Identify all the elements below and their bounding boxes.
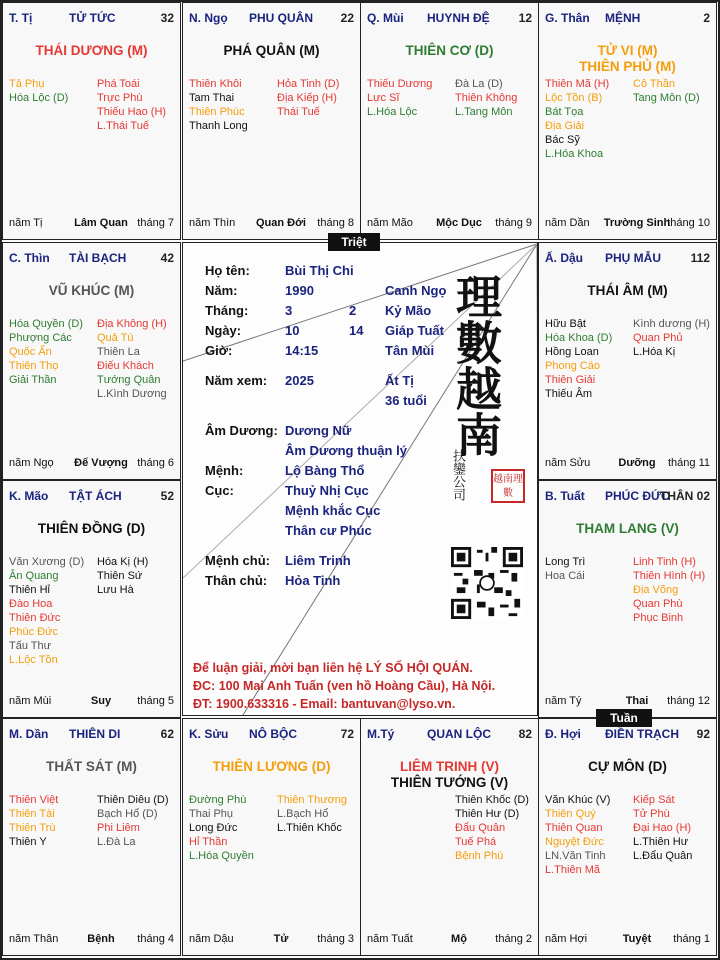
tuan-tag: Tuần xyxy=(596,709,652,727)
palace-footer xyxy=(183,217,360,231)
minor-star: Thiếu Hao (H) xyxy=(97,106,167,118)
palace-branch: G. Thân xyxy=(545,11,590,25)
minor-star: Bạch Hổ (D) xyxy=(97,808,158,820)
palace-month: tháng 12 xyxy=(667,695,710,707)
minor-star: Điếu Khách xyxy=(97,360,154,372)
palace-number: 32 xyxy=(160,11,174,25)
amduong-label: Âm Dương: xyxy=(205,423,278,438)
minor-star: Thiên Diêu (D) xyxy=(97,794,169,806)
palace-cycle: Quan Đới xyxy=(256,217,306,229)
palace-month: tháng 2 xyxy=(495,933,532,945)
palace-month: tháng 1 xyxy=(673,933,710,945)
palace-9[interactable] xyxy=(2,718,181,956)
palace-year: năm Mão xyxy=(367,217,413,229)
palace-10[interactable] xyxy=(2,480,181,718)
palace-footer xyxy=(3,457,180,471)
main-star: TỬ VI (M) xyxy=(597,43,658,58)
minor-star: L.Hóa Khoa xyxy=(545,148,604,160)
menhchu-value: Liêm Trinh xyxy=(285,553,351,568)
minor-star: Đường Phù xyxy=(189,794,247,806)
palace-header xyxy=(183,727,360,743)
palace-month: tháng 8 xyxy=(317,217,354,229)
contact-line-2: ĐC: 100 Mai Anh Tuấn (ven hồ Hoàng Cầu), Hà Nội. xyxy=(193,679,496,693)
minor-star: Văn Xương (D) xyxy=(9,556,85,568)
minor-star: Tấu Thư xyxy=(9,640,52,652)
main-star: PHÁ QUÂN (M) xyxy=(223,43,320,58)
minor-stars-right xyxy=(633,793,692,863)
center-info-panel xyxy=(182,242,538,716)
day-label: Ngày: xyxy=(205,323,242,338)
minor-star: Thiên La xyxy=(97,346,140,358)
minor-stars-left xyxy=(189,77,248,133)
minor-star: Thiên Tài xyxy=(9,808,55,820)
palace-header xyxy=(3,727,180,743)
palace-branch: T. Tị xyxy=(9,11,33,25)
palace-header xyxy=(361,727,538,743)
palace-footer xyxy=(361,217,538,231)
palace-footer xyxy=(3,933,180,947)
main-star: THIÊN CƠ (D) xyxy=(405,43,494,58)
minor-star: L.Tang Môn xyxy=(455,106,513,118)
menh-label: Mệnh: xyxy=(205,463,244,478)
palace-cycle: Tử xyxy=(273,933,289,945)
minor-star: Tử Phù xyxy=(633,808,670,820)
minor-star: Quan Phù xyxy=(633,598,683,610)
minor-star: Địa Kiếp (H) xyxy=(277,92,337,104)
minor-star: Thiên Mã (H) xyxy=(545,78,610,90)
amduong-value: Dương Nữ xyxy=(285,423,352,438)
palace-month: tháng 9 xyxy=(495,217,532,229)
month-label: Tháng: xyxy=(205,303,249,318)
palace-year: năm Thân xyxy=(9,933,59,945)
year-lunar: Canh Ngọ xyxy=(385,283,447,298)
minor-star: Hỉ Thần xyxy=(189,836,228,848)
minor-star: Thiên Hỉ xyxy=(9,584,50,596)
palace-cycle: Thai xyxy=(625,695,649,707)
minor-stars-right xyxy=(97,793,169,849)
palace-number: 2 xyxy=(703,11,710,25)
minor-star: Địa Không (H) xyxy=(97,318,167,330)
palace-number: THÂN 02 xyxy=(659,489,710,503)
minor-star: Bát Tọa xyxy=(545,106,584,118)
minor-star: Thiên Hư (D) xyxy=(455,808,520,820)
hour-lunar: Tân Mùi xyxy=(385,343,435,358)
minor-star: L.Thiên Khốc xyxy=(277,822,342,834)
qr-code[interactable] xyxy=(451,547,523,619)
palace-number: 112 xyxy=(690,251,710,265)
palace-branch: B. Tuất xyxy=(545,489,585,503)
palace-header xyxy=(539,489,716,505)
minor-star: Kiếp Sát xyxy=(633,794,675,806)
minor-star: L.Đà La xyxy=(97,836,136,848)
palace-number: 12 xyxy=(518,11,532,25)
minor-star: Hóa Kị (H) xyxy=(97,556,149,568)
palace-cycle: Mộc Dục xyxy=(436,217,482,229)
minor-star: Phúc Đức xyxy=(9,626,58,638)
palace-year: năm Sửu xyxy=(545,457,591,469)
main-star: THIÊN PHỦ (M) xyxy=(579,59,676,74)
palace-6[interactable] xyxy=(538,718,717,956)
main-star: THIÊN ĐỒNG (D) xyxy=(37,521,146,536)
minor-stars-right xyxy=(97,77,166,133)
palace-year: năm Thìn xyxy=(189,217,236,229)
palace-number: 62 xyxy=(160,727,174,741)
minor-stars-right xyxy=(277,793,347,835)
minor-star: Hóa Lộc (D) xyxy=(9,92,69,104)
thanchu-label: Thân chủ: xyxy=(205,573,268,588)
palace-year: năm Tuất xyxy=(367,933,413,945)
thanchu-value: Hỏa Tinh xyxy=(285,573,341,588)
minor-star: Phượng Các xyxy=(9,332,72,344)
minor-star: Quan Phủ xyxy=(633,332,683,344)
palace-footer xyxy=(361,933,538,947)
minor-stars-right xyxy=(455,793,529,863)
view-year: 2025 xyxy=(285,373,314,388)
palace-house: TẬT ÁCH xyxy=(69,489,122,503)
contact-line-1: Để luận giải, mời bạn liên hệ LÝ SỐ HỘI QUÁN. xyxy=(193,661,473,675)
day-lunar: Giáp Tuất xyxy=(385,323,444,338)
minor-star: Thanh Long xyxy=(189,120,248,132)
minor-star: Trực Phù xyxy=(97,92,143,104)
palace-house: THIÊN DI xyxy=(69,727,121,741)
palace-cycle: Dưỡng xyxy=(618,457,656,469)
palace-month: tháng 3 xyxy=(317,933,354,945)
minor-star: Thiên Đức xyxy=(9,612,61,624)
palace-year: năm Tý xyxy=(545,695,582,707)
palace-house: MỆNH xyxy=(605,11,641,25)
red-seal-stamp: 越南理數 xyxy=(491,469,525,503)
minor-star: Hỏa Tinh (D) xyxy=(277,78,340,90)
palace-month: tháng 10 xyxy=(667,217,710,229)
palace-number: 82 xyxy=(518,727,532,741)
palace-month: tháng 5 xyxy=(137,695,174,707)
palace-branch: M. Dần xyxy=(9,727,49,741)
minor-star: Long Trì xyxy=(545,556,586,568)
minor-stars-left xyxy=(545,793,610,877)
minor-star: Tướng Quân xyxy=(97,374,161,386)
palace-house: PHÚC ĐỨC xyxy=(605,489,670,503)
palace-number: 92 xyxy=(696,727,710,741)
minor-star: Thiên Phúc xyxy=(189,106,245,118)
palace-house: TÀI BẠCH xyxy=(69,251,127,265)
minor-stars-left xyxy=(545,77,609,161)
calligraphy-logo: 理數越南 xyxy=(449,273,503,457)
day-solar: 10 xyxy=(285,323,300,338)
palace-8[interactable] xyxy=(182,718,361,956)
hour-value: 14:15 xyxy=(285,343,319,358)
month-solar: 3 xyxy=(285,303,293,318)
minor-stars-left xyxy=(545,555,585,583)
minor-stars-right xyxy=(97,317,167,401)
minor-stars-right xyxy=(633,317,710,359)
minor-stars-left xyxy=(545,317,612,401)
minor-stars-left xyxy=(9,77,68,105)
minor-star: Thiếu Âm xyxy=(545,388,593,400)
minor-star: Linh Tinh (H) xyxy=(633,556,696,568)
palace-1[interactable] xyxy=(182,2,361,240)
cuc-label: Cục: xyxy=(205,483,234,498)
name-value: Bùi Thị Chi xyxy=(285,263,354,278)
minor-star: L.Kình Dương xyxy=(97,388,167,400)
palace-header xyxy=(3,489,180,505)
minor-star: Thiên Khốc (D) xyxy=(455,794,529,806)
main-star: THIÊN LƯƠNG (D) xyxy=(212,759,331,774)
minor-star: Tam Thai xyxy=(189,92,235,104)
minor-star: Phá Toái xyxy=(97,78,140,90)
palace-footer xyxy=(539,933,716,947)
palace-month: tháng 4 xyxy=(137,933,174,945)
palace-2[interactable] xyxy=(360,2,539,240)
palace-year: năm Tị xyxy=(9,217,43,229)
minor-stars-left xyxy=(9,793,58,849)
main-star: THIÊN TƯỚNG (V) xyxy=(390,775,509,790)
palace-house: TỬ TỨC xyxy=(69,11,116,25)
palace-header xyxy=(3,251,180,267)
palace-branch: M.Tý xyxy=(367,727,395,741)
minor-star: Đào Hoa xyxy=(9,598,53,610)
minor-star: L.Thiên Mã xyxy=(545,864,601,876)
minor-star: Tang Môn (D) xyxy=(633,92,700,104)
minor-star: Quốc Ấn xyxy=(9,346,52,358)
palace-branch: C. Thìn xyxy=(9,251,50,265)
minor-star: Bác Sỹ xyxy=(545,134,580,146)
palace-branch: N. Ngọ xyxy=(189,11,228,25)
palace-7[interactable] xyxy=(360,718,539,956)
view-year-lunar: Ất Tị xyxy=(385,373,414,388)
minor-star: Hoa Cái xyxy=(545,570,585,582)
main-star: LIÊM TRINH (V) xyxy=(400,759,499,774)
palace-header xyxy=(539,251,716,267)
main-star: VŨ KHÚC (M) xyxy=(48,283,135,298)
minor-star: Địa Giải xyxy=(545,120,585,132)
palace-year: năm Dậu xyxy=(189,933,234,945)
view-year-label: Năm xem: xyxy=(205,373,268,388)
cuc-relation: Mệnh khắc Cục xyxy=(285,503,381,518)
palace-header xyxy=(361,11,538,27)
palace-cycle: Trường Sinh xyxy=(603,217,671,229)
palace-month: tháng 6 xyxy=(137,457,174,469)
minor-star: L.Hóa Lộc xyxy=(367,106,418,118)
minor-star: Tuế Phá xyxy=(455,836,497,848)
minor-stars-left xyxy=(189,793,254,863)
minor-star: Thiên Không xyxy=(455,92,518,104)
name-label: Họ tên: xyxy=(205,263,250,278)
palace-header xyxy=(183,11,360,27)
palace-cycle: Tuyệt xyxy=(622,933,652,945)
palace-footer xyxy=(539,457,716,471)
minor-stars-right xyxy=(277,77,339,119)
minor-star: L.Hóa Kị xyxy=(633,346,676,358)
minor-star: Ân Quang xyxy=(9,570,59,582)
minor-star: Thiên Thương xyxy=(277,794,348,806)
minor-stars-right xyxy=(455,77,517,119)
company-vertical-text: 扶鑾公司 xyxy=(450,449,465,501)
minor-star: Cô Thần xyxy=(633,78,675,90)
year-solar: 1990 xyxy=(285,283,314,298)
palace-branch: Ấ. Dậu xyxy=(545,251,584,265)
minor-star: Thiên Y xyxy=(9,836,47,848)
minor-star: Thiên Khôi xyxy=(189,78,242,90)
minor-star: Hóa Quyền (D) xyxy=(9,318,83,330)
minor-star: Thiếu Dương xyxy=(367,78,433,90)
palace-house: PHU QUÂN xyxy=(249,11,314,25)
minor-star: Lưu Hà xyxy=(97,584,134,596)
palace-header xyxy=(539,727,716,743)
palace-cycle: Suy xyxy=(90,695,112,707)
hour-label: Giờ: xyxy=(205,343,233,358)
amduong-relation: Âm Dương thuận lý xyxy=(285,443,407,458)
minor-star: L.Thiên Hư xyxy=(633,836,689,848)
cuc-value: Thuỷ Nhị Cục xyxy=(285,483,369,498)
palace-cycle: Lâm Quan xyxy=(74,217,128,229)
minor-star: L.Hóa Quyền xyxy=(189,850,254,862)
minor-star: Đại Hao (H) xyxy=(633,822,692,834)
than-cu: Thân cư Phúc xyxy=(285,523,372,538)
palace-month: tháng 7 xyxy=(137,217,174,229)
triet-tag: Triệt xyxy=(328,233,380,251)
minor-star: Văn Khúc (V) xyxy=(545,794,611,806)
minor-star: Thiên Việt xyxy=(9,794,59,806)
contact-line-3: ĐT: 1900.633316 - Email: bantuvan@lyso.vn. xyxy=(193,697,456,711)
minor-star: Thai Phụ xyxy=(189,808,234,820)
palace-branch: K. Mão xyxy=(9,489,49,503)
menh-value: Lộ Bàng Thổ xyxy=(285,463,365,478)
palace-year: năm Hợi xyxy=(545,933,588,945)
palace-house: ĐIỀN TRẠCH xyxy=(605,727,679,741)
minor-star: Thiên Quan xyxy=(545,822,603,834)
palace-cycle: Mộ xyxy=(451,933,467,945)
minor-star: Lực Sĩ xyxy=(367,92,400,104)
palace-month: tháng 11 xyxy=(667,457,710,469)
minor-star: L.Thái Tuế xyxy=(97,120,149,132)
minor-star: Quả Tú xyxy=(97,332,134,344)
palace-year: năm Mùi xyxy=(9,695,52,707)
palace-5[interactable] xyxy=(538,480,717,718)
palace-footer xyxy=(539,695,716,709)
minor-star: Tả Phụ xyxy=(9,78,45,90)
minor-star: Thiên Trù xyxy=(9,822,56,834)
palace-header xyxy=(539,11,716,27)
palace-year: năm Dần xyxy=(545,217,590,229)
minor-star: Long Đức xyxy=(189,822,238,834)
minor-star: Hóa Khoa (D) xyxy=(545,332,613,344)
minor-star: Phục Binh xyxy=(633,612,684,624)
minor-star: Lộc Tồn (B) xyxy=(545,92,603,104)
palace-3[interactable] xyxy=(538,2,717,240)
minor-star: Hồng Loan xyxy=(545,346,599,358)
minor-star: Địa Võng xyxy=(633,584,679,596)
minor-star: Đẩu Quân xyxy=(455,822,506,834)
palace-branch: Q. Mùi xyxy=(367,11,404,25)
palace-footer xyxy=(183,933,360,947)
menhchu-label: Mệnh chủ: xyxy=(205,553,270,568)
minor-star: L.Lộc Tồn xyxy=(9,654,58,666)
main-star: THẤT SÁT (M) xyxy=(46,759,137,774)
minor-star: Phong Cáo xyxy=(545,360,601,372)
minor-star: L.Bạch Hổ xyxy=(277,808,329,820)
palace-footer xyxy=(539,217,716,231)
year-label: Năm: xyxy=(205,283,238,298)
minor-star: Bệnh Phù xyxy=(455,850,504,862)
day-lunar-num: 14 xyxy=(349,323,364,338)
palace-branch: Đ. Hợi xyxy=(545,727,581,741)
minor-star: Thiên Giải xyxy=(545,374,596,386)
main-star: THÁI ÂM (M) xyxy=(587,283,668,298)
palace-cycle: Bệnh xyxy=(87,933,115,945)
palace-branch: K. Sửu xyxy=(189,727,229,741)
palace-house: NÔ BỘC xyxy=(249,727,297,741)
palace-house: QUAN LỘC xyxy=(427,727,491,741)
palace-11[interactable] xyxy=(2,242,181,480)
minor-stars-left xyxy=(9,555,84,667)
minor-stars-right xyxy=(633,555,705,625)
main-star: THÁI DƯƠNG (M) xyxy=(35,43,148,58)
palace-number: 22 xyxy=(340,11,354,25)
palace-house: HUYNH ĐỆ xyxy=(427,11,490,25)
palace-4[interactable] xyxy=(538,242,717,480)
minor-star: Kình dương (H) xyxy=(633,318,710,330)
age-value: 36 tuổi xyxy=(385,393,427,408)
palace-footer xyxy=(3,217,180,231)
minor-star: Thiên Hình (H) xyxy=(633,570,706,582)
minor-star: Nguyệt Đức xyxy=(545,836,604,848)
minor-stars-left xyxy=(367,77,432,119)
palace-year: năm Ngọ xyxy=(9,457,54,469)
minor-star: Thiên Sứ xyxy=(97,570,143,582)
main-star: CỰ MÔN (D) xyxy=(588,759,667,774)
minor-stars-left xyxy=(9,317,83,387)
month-lunar: Kỷ Mão xyxy=(385,303,432,318)
minor-star: Giải Thần xyxy=(9,374,57,386)
minor-star: Đà La (D) xyxy=(455,78,503,90)
minor-star: Thiên Thọ xyxy=(9,360,59,372)
main-star: THAM LANG (V) xyxy=(576,521,679,536)
palace-footer xyxy=(3,695,180,709)
palace-0[interactable] xyxy=(2,2,181,240)
palace-number: 72 xyxy=(340,727,354,741)
minor-stars-right xyxy=(633,77,700,105)
palace-number: 42 xyxy=(160,251,174,265)
minor-star: Phi Liêm xyxy=(97,822,140,834)
palace-header xyxy=(3,11,180,27)
minor-star: Hữu Bật xyxy=(545,318,586,330)
minor-star: Thái Tuế xyxy=(277,106,320,118)
month-lunar-num: 2 xyxy=(349,303,357,318)
minor-star: L.Đẩu Quân xyxy=(633,850,693,862)
palace-cycle: Đế Vượng xyxy=(74,457,128,469)
minor-star: Thiên Quý xyxy=(545,808,596,820)
aspect-line-3 xyxy=(537,244,538,716)
palace-house: PHỤ MẪU xyxy=(605,251,661,265)
minor-stars-right xyxy=(97,555,148,597)
minor-star: LN.Văn Tinh xyxy=(545,850,606,862)
palace-number: 52 xyxy=(160,489,174,503)
